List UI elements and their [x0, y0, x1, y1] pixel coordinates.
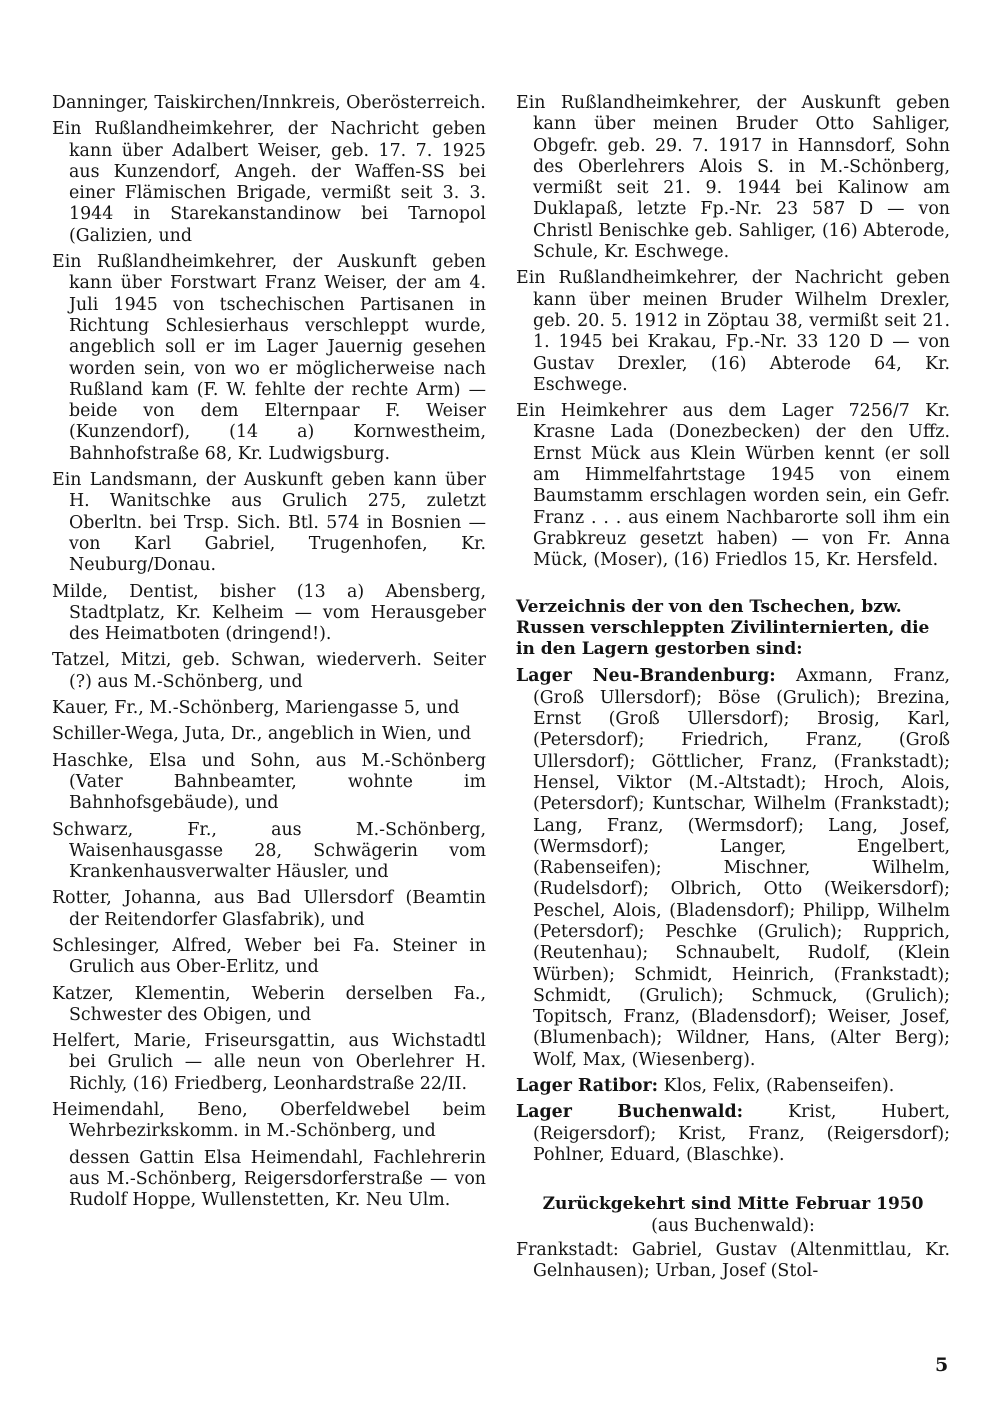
camp-names: Axmann, Franz, (Groß Ullersdorf); Böse (Grulich); Brezina, Ernst (Groß Ullersdorf); Brosig, Karl, (Petersdorf); Friedrich, Franz, (Groß Ullersdorf); Göttlicher, Franz, (Frankstadt); Hensel, Viktor (M.-Altstadt); Hroch, Alois, (Petersdorf); Kuntschar, Wilhelm (Frankstadt); Lang, Franz, (Wermsdorf); Lang, Josef, (Wermsdorf); Langer, Engelbert, (Rabenseifen); Mischner, Wilhelm, (Rudelsdorf); Olbrich, Otto (Weikersdorf); Peschel, Alois, (Bladensdorf); Philipp, Wilhelm (Petersdorf); Peschke (Grulich); Rupprich, (Reutenhau); Schnaubelt, Rudolf, (Klein Würben); Schmidt, Heinrich, (Frankstadt); Schmidt, (Grulich); Schmuck, (Grulich); Topitsch, Franz, (Bladensdorf); Weiser, Josef, (Blumenbach); Wildner, Hans, (Alter Berg); Wolf, Max, (Wiesenberg). — [533, 666, 951, 1070]
deceased-list-heading: Verzeichnis der von den Tschechen, bzw. Russen verschleppten Zivilinternierten, die in den Lagern gestorben sind: — [516, 596, 930, 660]
returned-subheading: (aus Buchenwald): — [651, 1215, 815, 1236]
camp-entry — [516, 666, 950, 1071]
search-notice: Ein Rußlandheimkehrer, der Nachricht geben kann über Adalbert Weiser, geb. 17. 7. 1925 aus Kunzendorf, Angeh. der Waffen-SS bei einer Flämischen Brigade, vermißt seit 3. 3. 1944 in Starekanstandinow bei Tarnopol (Galizien, und — [52, 119, 486, 246]
camp-names: Klos, Felix, (Rabenseifen). — [663, 1076, 895, 1097]
search-notice: Ein Rußlandheimkehrer, der Nachricht geben kann über meinen Bruder Wilhelm Drexler, geb. 20. 5. 1912 in Zöptau 38, vermißt seit 21. 1. 1945 bei Krakau, Fp.-Nr. 33 120 D — von Gustav Drexler, (16) Abterode 64, Kr. Eschwege. — [516, 268, 950, 395]
search-notice: Tatzel, Mitzi, geb. Schwan, wiederverh. Seiter (?) aus M.-Schönberg, und — [52, 650, 486, 692]
search-notice: Schlesinger, Alfred, Weber bei Fa. Steiner in Grulich aus Ober-Erlitz, und — [52, 935, 486, 978]
search-notice: Haschke, Elsa und Sohn, aus M.-Schönberg (Vater Bahnbeamter, wohnte im Bahnhofsgebäude), und — [52, 750, 486, 814]
search-notice: Heimendahl, Beno, Oberfeldwebel beim Wehrbezirkskomm. in M.-Schönberg, und — [52, 1100, 486, 1142]
camp-label: Lager Ratibor: — [516, 1076, 659, 1097]
search-notice: Ein Heimkehrer aus dem Lager 7256/7 Kr. Krasne Lada (Donezbecken) der den Uffz. Ernst Mück aus Klein Würben kennt (er soll am Himmelfahrtstage 1945 von einem Baumstamm erschlagen worden sein, ein Gefr. Franz . . . aus einem Nachbarorte soll ihm ein Grabkreuz gesetzt haben) — von Fr. Anna Mück, (Moser), (16) Friedlos 15, Kr. Hersfeld. — [516, 401, 950, 571]
camp-entry — [516, 1102, 950, 1166]
left-column — [52, 93, 486, 1217]
search-notice: Rotter, Johanna, aus Bad Ullersdorf (Beamtin der Reitendorfer Glasfabrik), und — [52, 888, 486, 930]
search-notice: Ein Rußlandheimkehrer, der Auskunft geben kann über Forstwart Franz Weiser, der am 4. Juli 1945 von tschechischen Partisanen in Richtung Schlesierhaus verschleppt wurde, angeblich soll er im Lager Jauernig gesehen worden sein, von wo er möglicherweise nach Rußland kam (F. W. fehlte der rechte Arm) — beide von dem Elternpaar F. Weiser (Kunzendorf), (14 a) Kornwestheim, Bahnhofstraße 68, Kr. Ludwigsburg. — [52, 252, 486, 464]
search-notice: Katzer, Klementin, Weberin derselben Fa., Schwester des Obigen, und — [52, 983, 486, 1025]
search-notice: dessen Gattin Elsa Heimendahl, Fachlehrerin aus M.-Schönberg, Reigersdorferstraße — von Rudolf Hoppe, Wullenstetten, Kr. Neu Ulm. — [69, 1147, 486, 1211]
search-notice: Ein Rußlandheimkehrer, der Auskunft geben kann über meinen Bruder Otto Sahliger, Obgefr. geb. 29. 7. 1917 in Hannsdorf, Sohn des Oberlehrers Alois S. in M.-Schönberg, vermißt seit 21. 9. 1944 bei Kalinow am Duklapaß, letzte Fp.-Nr. 23 587 D — von Christl Benischke geb. Sahliger, (16) Abterode, Schule, Kr. Eschwege. — [516, 93, 950, 263]
returned-heading: Zurückgekehrt sind Mitte Februar 1950 — [542, 1194, 924, 1215]
camp-label: Lager Neu-Brandenburg: — [516, 666, 776, 687]
search-notice: Schiller-Wega, Juta, Dr., angeblich in Wien, und — [52, 724, 472, 745]
page-number: 5 — [935, 1354, 949, 1376]
camp-entry — [516, 1076, 950, 1097]
search-notice: Milde, Dentist, bisher (13 a) Abensberg, Stadtplatz, Kr. Kelheim — vom Herausgeber des Heimatboten (dringend!). — [52, 581, 486, 645]
returned-list: Frankstadt: Gabriel, Gustav (Altenmittlau, Kr. Gelnhausen); Urban, Josef (Stol- — [516, 1239, 950, 1282]
camp-names: Krist, Hubert, (Reigersdorf); Krist, Franz, (Reigersdorf); Pohlner, Eduard, (Blaschke). — [533, 1102, 950, 1165]
search-notice: Kauer, Fr., M.-Schönberg, Mariengasse 5, und — [52, 698, 460, 719]
search-notice: Danninger, Taiskirchen/Innkreis, Oberösterreich. — [52, 93, 486, 113]
search-notice: Schwarz, Fr., aus M.-Schönberg, Waisenhausgasse 28, Schwägerin vom Krankenhausverwalter Häusler, und — [52, 819, 486, 883]
search-notice: Helfert, Marie, Friseursgattin, aus Wichstadtl bei Grulich — alle neun von Oberlehrer H. Richly, (16) Friedberg, Leonhardstraße 22/II. — [52, 1031, 486, 1094]
search-notice: Ein Landsmann, der Auskunft geben kann über H. Wanitschke aus Grulich 275, zuletzt Oberltn. bei Trsp. Sich. Btl. 574 in Bosnien — von Karl Gabriel, Trugenhofen, Kr. Neuburg/Donau. — [52, 470, 486, 576]
camp-label: Lager Buchenwald: — [516, 1102, 744, 1123]
right-column — [516, 93, 950, 1287]
